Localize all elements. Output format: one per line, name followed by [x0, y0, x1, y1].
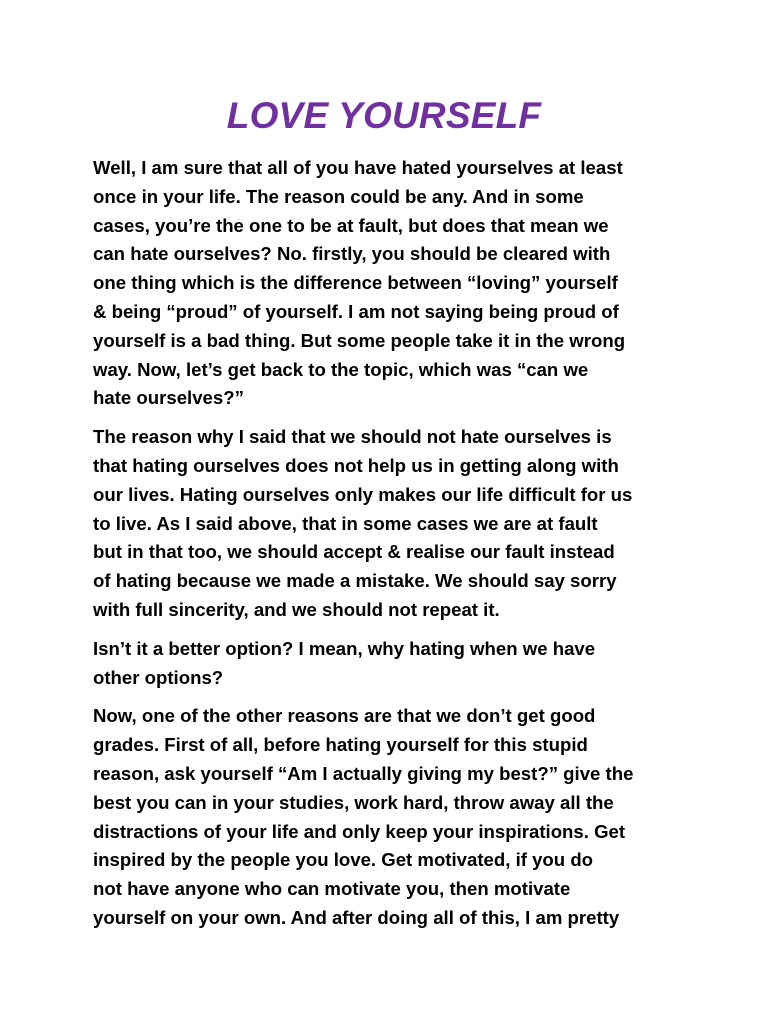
paragraph-line: yourself is a bad thing. But some people take it in the wrong: [93, 329, 626, 351]
paragraph-line: The reason why I said that we should not hate ourselves is: [93, 426, 612, 448]
paragraph-line: of hating because we made a mistake. We should say sorry: [93, 570, 617, 592]
paragraph-line: once in your life. The reason could be any. And in some: [93, 185, 584, 207]
paragraph-line: reason, ask yourself “Am I actually giving my best?” give the: [93, 762, 634, 784]
paragraph-line: other options?: [93, 666, 224, 688]
paragraph-line: & being “proud” of yourself. I am not saying being proud of: [93, 300, 619, 322]
paragraph-line: Now, one of the other reasons are that we don’t get good: [93, 705, 596, 727]
document-title: LOVE YOURSELF: [226, 95, 542, 136]
paragraph-line: but in that too, we should accept & realise our fault instead: [93, 541, 615, 563]
paragraph-1: [93, 154, 683, 413]
paragraph-line: grades. First of all, before hating yourself for this stupid: [93, 734, 588, 756]
paragraph-line: distractions of your life and only keep your inspirations. Get: [93, 820, 626, 842]
paragraph-line: hate ourselves?”: [93, 387, 244, 409]
paragraph-line: inspired by the people you love. Get motivated, if you do: [93, 849, 594, 871]
paragraph-line: our lives. Hating ourselves only makes our life difficult for us: [93, 483, 633, 505]
paragraph-4: [93, 702, 683, 932]
paragraph-line: can hate ourselves? No. firstly, you should be cleared with: [93, 243, 611, 265]
paragraph-line: not have anyone who can motivate you, then motivate: [93, 878, 571, 900]
paragraph-line: way. Now, let’s get back to the topic, which was “can we: [93, 358, 589, 380]
paragraph-3: [93, 635, 683, 693]
paragraph-line: one thing which is the difference between “loving” yourself: [93, 272, 618, 294]
paragraph-line: cases, you’re the one to be at fault, but does that mean we: [93, 214, 609, 236]
document-body: [93, 154, 683, 943]
paragraph-line: best you can in your studies, work hard, throw away all the: [93, 791, 614, 813]
paragraph-line: Well, I am sure that all of you have hated yourselves at least: [93, 157, 623, 178]
paragraph-line: yourself on your own. And after doing all of this, I am pretty: [93, 906, 620, 928]
paragraph-2: [93, 423, 683, 625]
paragraph-line: Isn’t it a better option? I mean, why hating when we have: [93, 637, 596, 659]
paragraph-line: with full sincerity, and we should not repeat it.: [93, 598, 500, 620]
paragraph-line: that hating ourselves does not help us in getting along with: [93, 454, 619, 476]
paragraph-line: to live. As I said above, that in some cases we are at fault: [93, 512, 598, 534]
